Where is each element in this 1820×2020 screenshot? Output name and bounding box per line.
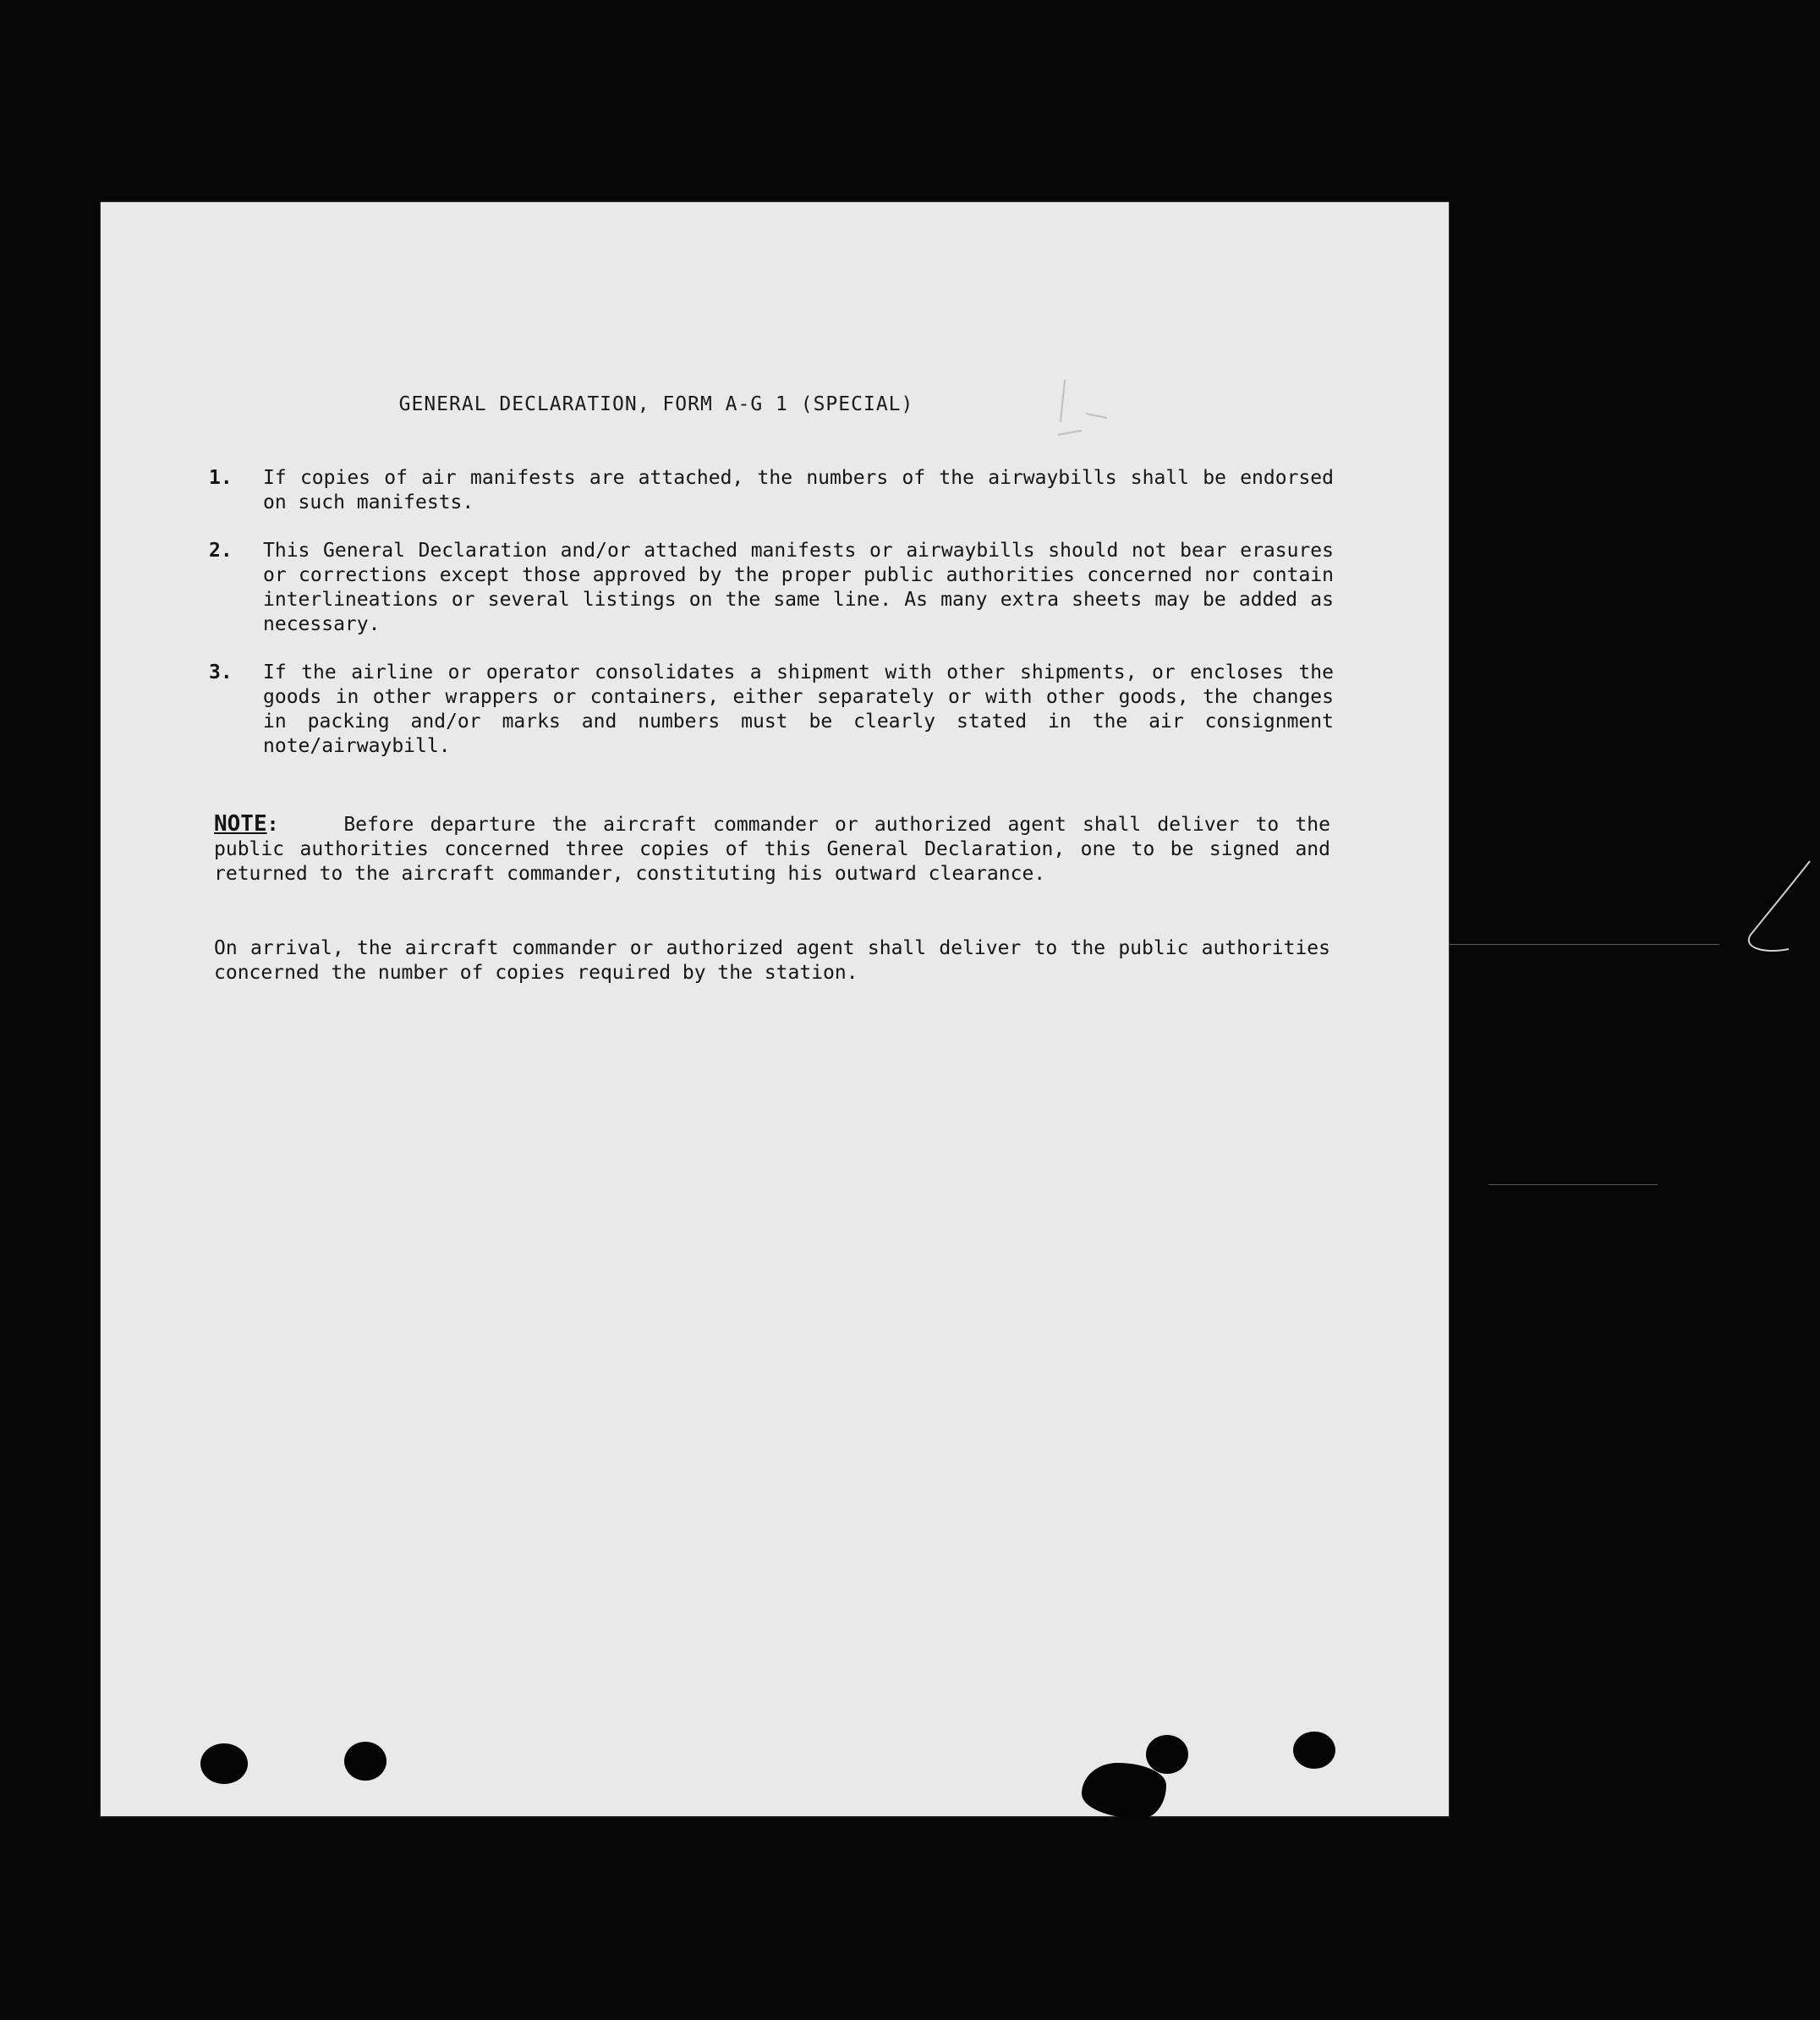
film-scratch xyxy=(1449,944,1719,945)
note-label: NOTE xyxy=(214,811,267,837)
note-paragraph: NOTE: Before departure the aircraft commander or authorized agent shall deliver to the public authorities concerned three copies of this General Declaration, one to be signed and returned to the aircraft commander, constituting his outward clearance. xyxy=(214,811,1331,885)
punch-hole xyxy=(1293,1732,1335,1769)
item-number: 1. xyxy=(209,467,233,489)
list-item xyxy=(209,466,1334,515)
film-scratch xyxy=(1488,1184,1658,1185)
list-item xyxy=(209,661,1334,759)
torn-corner xyxy=(1082,1763,1166,1819)
document-title: GENERAL DECLARATION, FORM A-G 1 (SPECIAL) xyxy=(398,393,914,415)
item-number: 3. xyxy=(209,661,233,683)
document-page xyxy=(101,202,1449,1816)
punch-hole xyxy=(344,1742,386,1781)
note-text: Before departure the aircraft commander or authorized agent shall deliver to the public authorities concerned three copies of this General Declaration, one to be signed and returned to the aircraft commander, constituting his outward clearance. xyxy=(214,814,1331,885)
list-item xyxy=(209,539,1334,637)
instruction-list xyxy=(209,466,1334,782)
punch-hole xyxy=(200,1743,248,1784)
item-text: If the airline or operator consolidates a shipment with other shipments, or encloses the goods in other wrappers or containers, either separately or with other goods, the changes in packing and/or marks and numbers must be clearly stated in the air consignment note/airwaybill. xyxy=(263,661,1334,757)
item-text: This General Declaration and/or attached manifests or airwaybills should not bear erasures or corrections except those approved by the proper public authorities concerned nor contain interlineations or several listings on the same line. As many extra sheets may be added as necessary. xyxy=(263,540,1334,635)
arrival-paragraph: On arrival, the aircraft commander or authorized agent shall deliver to the public authorities concerned the number of copies required by the station. xyxy=(214,937,1330,984)
punch-hole xyxy=(1146,1735,1188,1774)
item-text: If copies of air manifests are attached, the numbers of the airwaybills shall be endorsed on such manifests. xyxy=(263,467,1334,513)
scribble-mark-icon xyxy=(1738,854,1814,956)
item-number: 2. xyxy=(209,540,233,562)
